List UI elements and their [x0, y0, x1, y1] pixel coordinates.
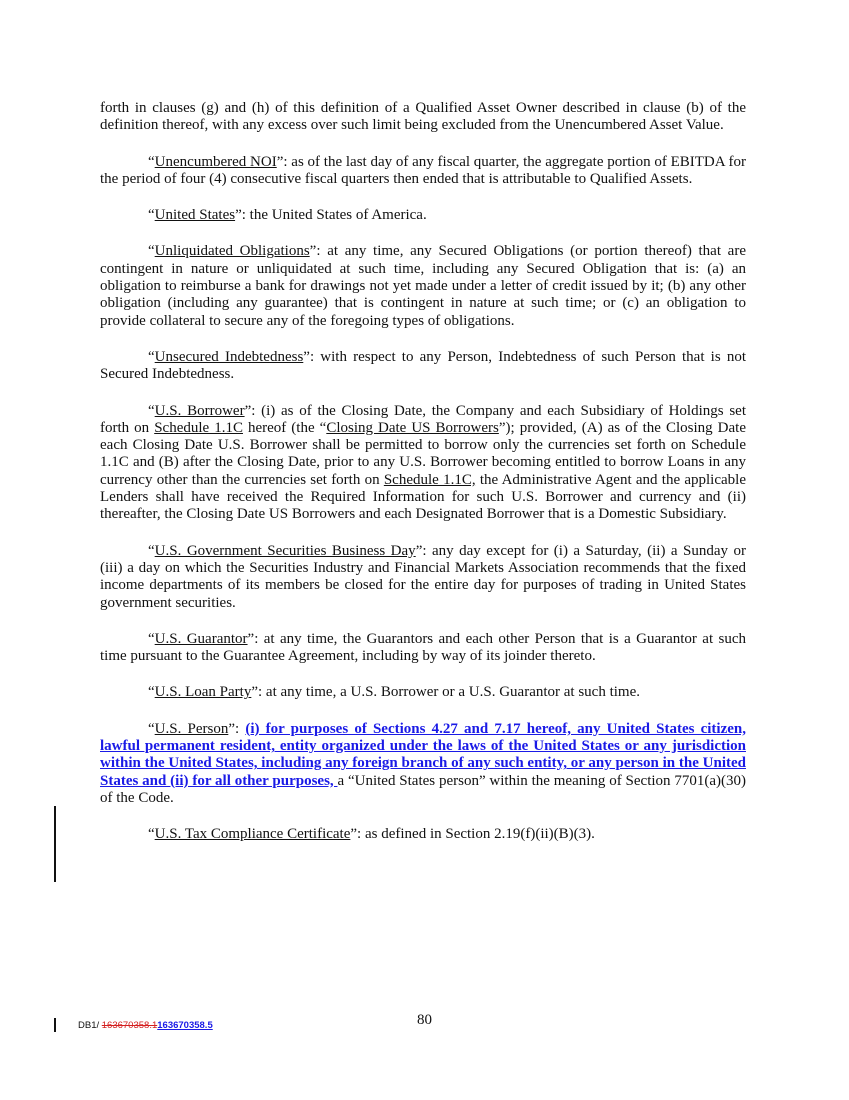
definition-unliquidated-obligations — [100, 243, 746, 329]
definition-text: : as defined in Section 2.19(f)(ii)(B)(3). — [357, 826, 595, 843]
open-quote: “ — [148, 720, 155, 737]
tracked-insertion: (i) for purposes of Sections 4.27 and 7.17 hereof, any United States citizen, lawful permanent resident, entity organized under the laws of the United States or any jurisdiction within the United States, including any foreign branch of any such entity, or any person in the United States and (ii) for all other purposes, — [100, 720, 746, 789]
document-id — [78, 1020, 213, 1031]
close-quote: ” — [244, 402, 252, 419]
definition-unencumbered-noi — [100, 154, 746, 189]
definition-text: : as of the last day of any fiscal quarter, the aggregate portion of EBITDA for the period of four (4) consecutive fiscal quarters then ended that is attributable to Qualified Assets. — [100, 153, 746, 187]
open-quote: “ — [148, 402, 155, 419]
defined-term: U.S. Tax Compliance Certificate — [154, 826, 351, 843]
defined-term: U.S. Borrower — [154, 402, 245, 419]
change-bar — [54, 806, 56, 882]
close-quote: ” — [247, 630, 255, 647]
definition-unsecured-indebtedness — [100, 349, 746, 384]
definition-text: : at any time, a U.S. Borrower or a U.S. Guarantor at such time. — [258, 684, 641, 701]
close-quote: ” — [350, 826, 358, 843]
close-quote: ” — [251, 684, 259, 701]
paragraph-continuation — [100, 100, 746, 135]
open-quote: “ — [148, 630, 155, 647]
definition-united-states — [100, 207, 746, 224]
close-quote: ” — [235, 207, 242, 224]
defined-term: U.S. Loan Party — [154, 684, 252, 701]
definition-text: : (i) as of the Closing Date, the Company and each Subsidiary of Holdings set forth on — [100, 402, 747, 436]
open-quote: “ — [148, 207, 155, 224]
schedule-reference: Schedule 1.1C, — [383, 471, 476, 488]
open-quote: “ — [148, 684, 155, 701]
open-quote: “ — [148, 348, 155, 365]
close-quote: ” — [309, 243, 317, 260]
defined-term: Unliquidated Obligations — [154, 243, 310, 260]
paragraph-text: forth in clauses (g) and (h) of this definition of a Qualified Asset Owner described in clause (b) of the definition thereof, with any excess over such limit being excluded from the Unencumbered Asset Value. — [100, 100, 746, 134]
definition-text: : any day except for (i) a Saturday, (ii) a Sunday or (iii) a day on which the Securities Industry and Financial Markets Association recommends that the fixed income departments of its members be closed for the entire day for purposes of trading in United States government securities. — [100, 542, 746, 611]
document-page — [100, 100, 746, 863]
definition-us-borrower — [100, 403, 746, 524]
defined-term: Unencumbered NOI — [154, 153, 277, 170]
doc-id-inserted: 163670358.5 — [157, 1020, 213, 1031]
definition-us-loan-party — [100, 684, 746, 701]
close-quote: ” — [276, 153, 284, 170]
definition-text: : with respect to any Person, Indebtedness of such Person that is not Secured Indebtedness. — [100, 348, 747, 383]
definition-text: a “United States person” within the meaning of Section 7701(a)(30) of the Code. — [100, 772, 746, 806]
defined-term-inline: Closing Date US Borrowers — [326, 419, 499, 436]
definition-us-gov-securities-business-day — [100, 543, 746, 612]
definition-us-guarantor — [100, 631, 746, 666]
open-quote: “ — [148, 243, 155, 260]
close-quote: ” — [303, 348, 310, 365]
close-quote: ” — [228, 720, 235, 737]
open-quote: “ — [148, 826, 155, 843]
defined-term: United States — [154, 207, 236, 224]
definition-text: the Administrative Agent and the applicable Lenders shall have received the Required Information for such U.S. Borrower and currency and (ii) thereafter, the Closing Date US Borrowers and each Designated Borrower that is a Domestic Subsidiary. — [100, 471, 746, 523]
open-quote: “ — [148, 153, 155, 170]
defined-term: Unsecured Indebtedness — [154, 348, 304, 365]
definition-text: : — [235, 720, 246, 737]
footer-change-bar — [54, 1018, 56, 1032]
definition-text: ”); provided, (A) as of the Closing Date each Closing Date U.S. Borrower shall be permitted to borrow only the currencies set forth on Schedule 1.1C and (B) after the Closing Date, prior to any U.S. Borrower becoming entitled to borrow Loans in any currency other than the currencies set forth on — [100, 419, 746, 488]
open-quote: “ — [148, 542, 155, 559]
schedule-reference: Schedule 1.1C — [154, 419, 243, 436]
defined-term: U.S. Guarantor — [154, 630, 248, 647]
doc-id-prefix: DB1/ — [78, 1020, 102, 1031]
close-quote: ” — [415, 542, 423, 559]
doc-id-deleted: 163670358.1 — [101, 1020, 158, 1031]
definition-text: : the United States of America. — [241, 207, 427, 224]
definition-text: : at any time, the Guarantors and each other Person that is a Guarantor at such time pursuant to the Guarantee Agreement, including by way of its joinder thereto. — [100, 630, 747, 665]
definition-us-person — [100, 721, 746, 807]
defined-term: U.S. Person — [154, 720, 229, 737]
page-number: 80 — [417, 1012, 432, 1028]
defined-term: U.S. Government Securities Business Day — [154, 542, 416, 559]
definition-text: hereof (the “ — [242, 419, 327, 436]
definition-us-tax-compliance-certificate — [100, 826, 746, 843]
definition-text: : at any time, any Secured Obligations (or portion thereof) that are contingent in nature or unliquidated at such time, including any Secured Obligation that is: (a) an obligation to reimburse a bank for drawings not yet made under a letter of credit issued by it; (b) any other obligation (including any guarantee) that is contingent in nature at such time; or (c) an obligation to provide collateral to secure any of the foregoing types of obligations. — [100, 243, 746, 329]
